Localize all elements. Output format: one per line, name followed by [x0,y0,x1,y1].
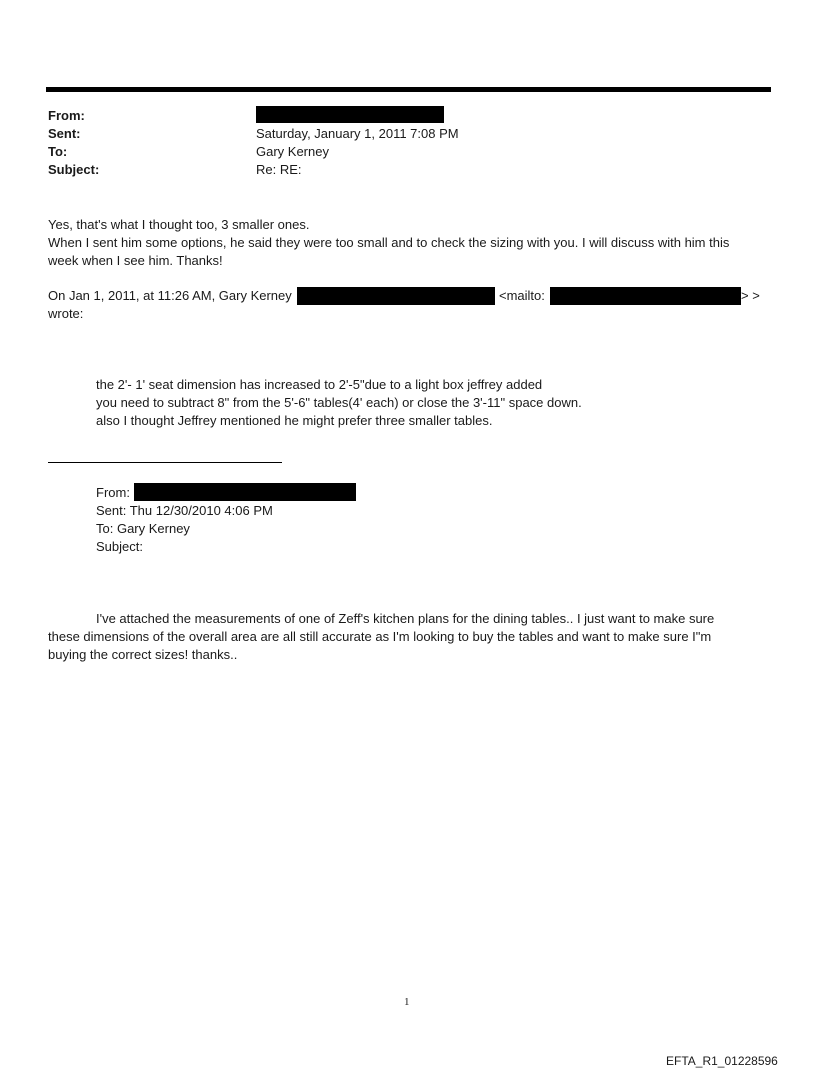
wrote-text: wrote: [48,306,84,321]
page-number: 1 [404,996,410,1008]
mailto-text: <mailto: [499,288,545,303]
redacted-mailto [550,287,741,305]
quoted-line: the 2'- 1' seat dimension has increased to 2'-5"due to a light box jeffrey added [96,377,543,392]
original-subject: Subject: [96,539,143,554]
quoted-line: also I thought Jeffrey mentioned he might prefer three smaller tables. [96,413,493,428]
mailto-close: > > [741,288,760,303]
top-divider [46,87,771,92]
message-body [48,216,768,270]
original-to: To: Gary Kerney [96,521,190,536]
document-id: EFTA_R1_01228596 [666,1054,778,1068]
subject-label: Subject: [48,162,100,177]
redacted-email [297,287,495,305]
redacted-original-from [134,483,356,501]
to-value: Gary Kerney [256,144,329,159]
from-label: From: [48,108,85,123]
sent-label: Sent: [48,126,81,141]
quoted-reply [96,376,582,430]
original-sent: Sent: Thu 12/30/2010 4:06 PM [96,503,273,518]
original-from: From: [96,485,130,500]
original-line-1: I've attached the measurements of one of Zeff's kitchen plans for the dining tables.. I just want to make sure [96,611,715,626]
redacted-from-address [256,106,444,123]
quote-attribution: On Jan 1, 2011, at 11:26 AM, Gary Kerney [48,288,292,303]
quoted-line: you need to subtract 8" from the 5'-6" tables(4' each) or close the 3'-11" space down. [96,395,582,410]
sent-value: Saturday, January 1, 2011 7:08 PM [256,126,459,141]
message-line: week when I see him. Thanks! [48,253,223,268]
subject-value: Re: RE: [256,162,302,177]
separator-rule [48,462,282,463]
message-line: Yes, that's what I thought too, 3 smaller ones. [48,217,310,232]
original-line-2: these dimensions of the overall area are all still accurate as I'm looking to buy the tables and want to make sure I"m [48,629,712,644]
to-label: To: [48,144,68,159]
original-line-3: buying the correct sizes! thanks.. [48,647,238,662]
message-line: When I sent him some options, he said they were too small and to check the sizing with you. I will discuss with him this [48,235,730,250]
